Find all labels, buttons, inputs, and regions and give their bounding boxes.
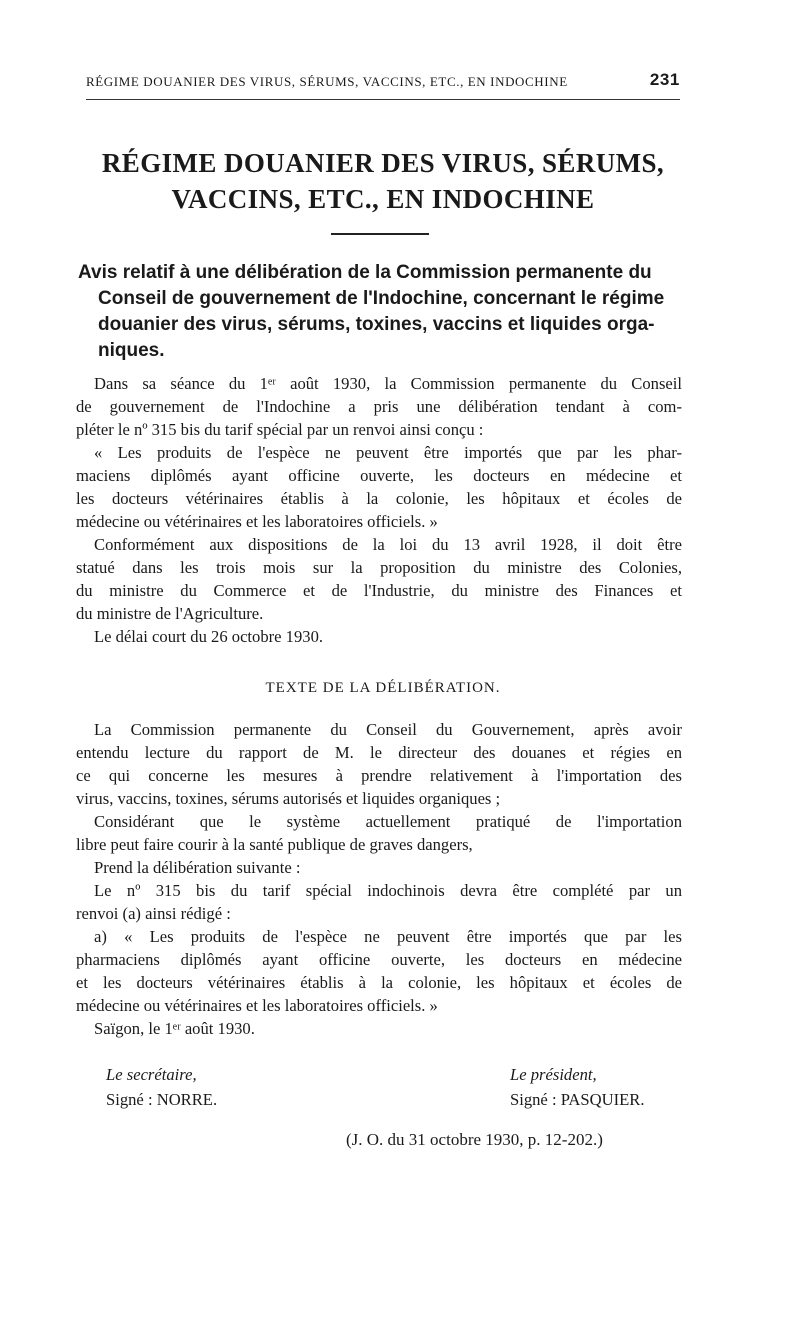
body-line: renvoi (a) ainsi rédigé : <box>76 904 231 923</box>
body-line: de gouvernement de l'Indochine a pris une délibération tendant à com- <box>76 397 682 416</box>
running-head-title: RÉGIME DOUANIER DES VIRUS, SÉRUMS, VACCINS, ETC., EN INDOCHINE <box>86 74 568 89</box>
body-line: Dans sa séance du 1ᵉʳ août 1930, la Commission permanente du Conseil <box>94 374 682 393</box>
body-line: du ministre du Commerce et de l'Industrie, du ministre des Finances et <box>76 581 682 600</box>
place-date-line: Saïgon, le 1ᵉʳ août 1930. <box>94 1019 255 1038</box>
body-line: médecine ou vétérinaires et les laboratoires officiels. » <box>76 512 438 531</box>
title-rule <box>331 233 429 235</box>
body-line: a) « Les produits de l'espèce ne peuvent être importés que par les <box>94 927 682 946</box>
subtitle-line: douanier des virus, sérums, toxines, vaccins et liquides orga- <box>98 314 655 335</box>
signature-secretary <box>106 1062 217 1112</box>
body-line: statué dans les trois mois sur la proposition du ministre des Colonies, <box>76 558 682 577</box>
notice-subtitle <box>78 260 680 364</box>
subtitle-line: niques. <box>98 340 165 361</box>
section-heading: TEXTE DE LA DÉLIBÉRATION. <box>265 680 501 696</box>
body-line: Le nº 315 bis du tarif spécial indochinois devra être complété par un <box>94 881 682 900</box>
body-line: « Les produits de l'espèce ne peuvent être importés que par les phar- <box>94 443 682 462</box>
body-line: et les docteurs vétérinaires établis à la colonie, les hôpitaux et écoles de <box>76 973 682 992</box>
page-number: 231 <box>649 70 680 89</box>
subtitle-line: Conseil de gouvernement de l'Indochine, concernant le régime <box>98 288 665 309</box>
body-line: pharmaciens diplômés ayant officine ouverte, les docteurs en médecine <box>76 950 682 969</box>
body-line: virus, vaccins, toxines, sérums autorisés et liquides organiques ; <box>76 789 501 808</box>
body-line: Prend la délibération suivante : <box>94 858 301 877</box>
notice-body <box>76 372 682 648</box>
journal-citation: (J. O. du 31 octobre 1930, p. 12-202.) <box>346 1130 603 1149</box>
body-line: médecine ou vétérinaires et les laboratoires officiels. » <box>76 996 438 1015</box>
body-line: maciens diplômés ayant officine ouverte, les docteurs en médecine et <box>76 466 682 485</box>
document-title-line-1: RÉGIME DOUANIER DES VIRUS, SÉRUMS, <box>101 148 665 178</box>
body-line: Conformément aux dispositions de la loi du 13 avril 1928, il doit être <box>94 535 682 554</box>
body-line: La Commission permanente du Conseil du Gouvernement, après avoir <box>94 720 682 739</box>
secretary-role: Le secrétaire, <box>106 1065 197 1084</box>
body-line: entendu lecture du rapport de M. le directeur des douanes et régies en <box>76 743 682 762</box>
deliberation-body <box>76 718 682 1040</box>
body-line: les docteurs vétérinaires établis à la colonie, les hôpitaux et écoles de <box>76 489 682 508</box>
body-line: pléter le nº 315 bis du tarif spécial par un renvoi ainsi conçu : <box>76 420 484 439</box>
president-role: Le président, <box>510 1065 597 1084</box>
body-line: Considérant que le système actuellement pratiqué de l'importation <box>94 812 682 831</box>
document-title-line-2: VACCINS, ETC., EN INDOCHINE <box>171 184 595 214</box>
body-line: du ministre de l'Agriculture. <box>76 604 264 623</box>
body-line: Le délai court du 26 octobre 1930. <box>94 627 324 646</box>
president-name: Signé : PASQUIER. <box>510 1090 645 1109</box>
header-rule <box>86 99 680 100</box>
subtitle-line: Avis relatif à une délibération de la Commission permanente du <box>78 262 652 283</box>
secretary-name: Signé : NORRE. <box>106 1090 218 1109</box>
body-line: libre peut faire courir à la santé publique de graves dangers, <box>76 835 473 854</box>
signature-president <box>510 1062 644 1112</box>
body-line: ce qui concerne les mesures à prendre relativement à l'importation des <box>76 766 682 785</box>
